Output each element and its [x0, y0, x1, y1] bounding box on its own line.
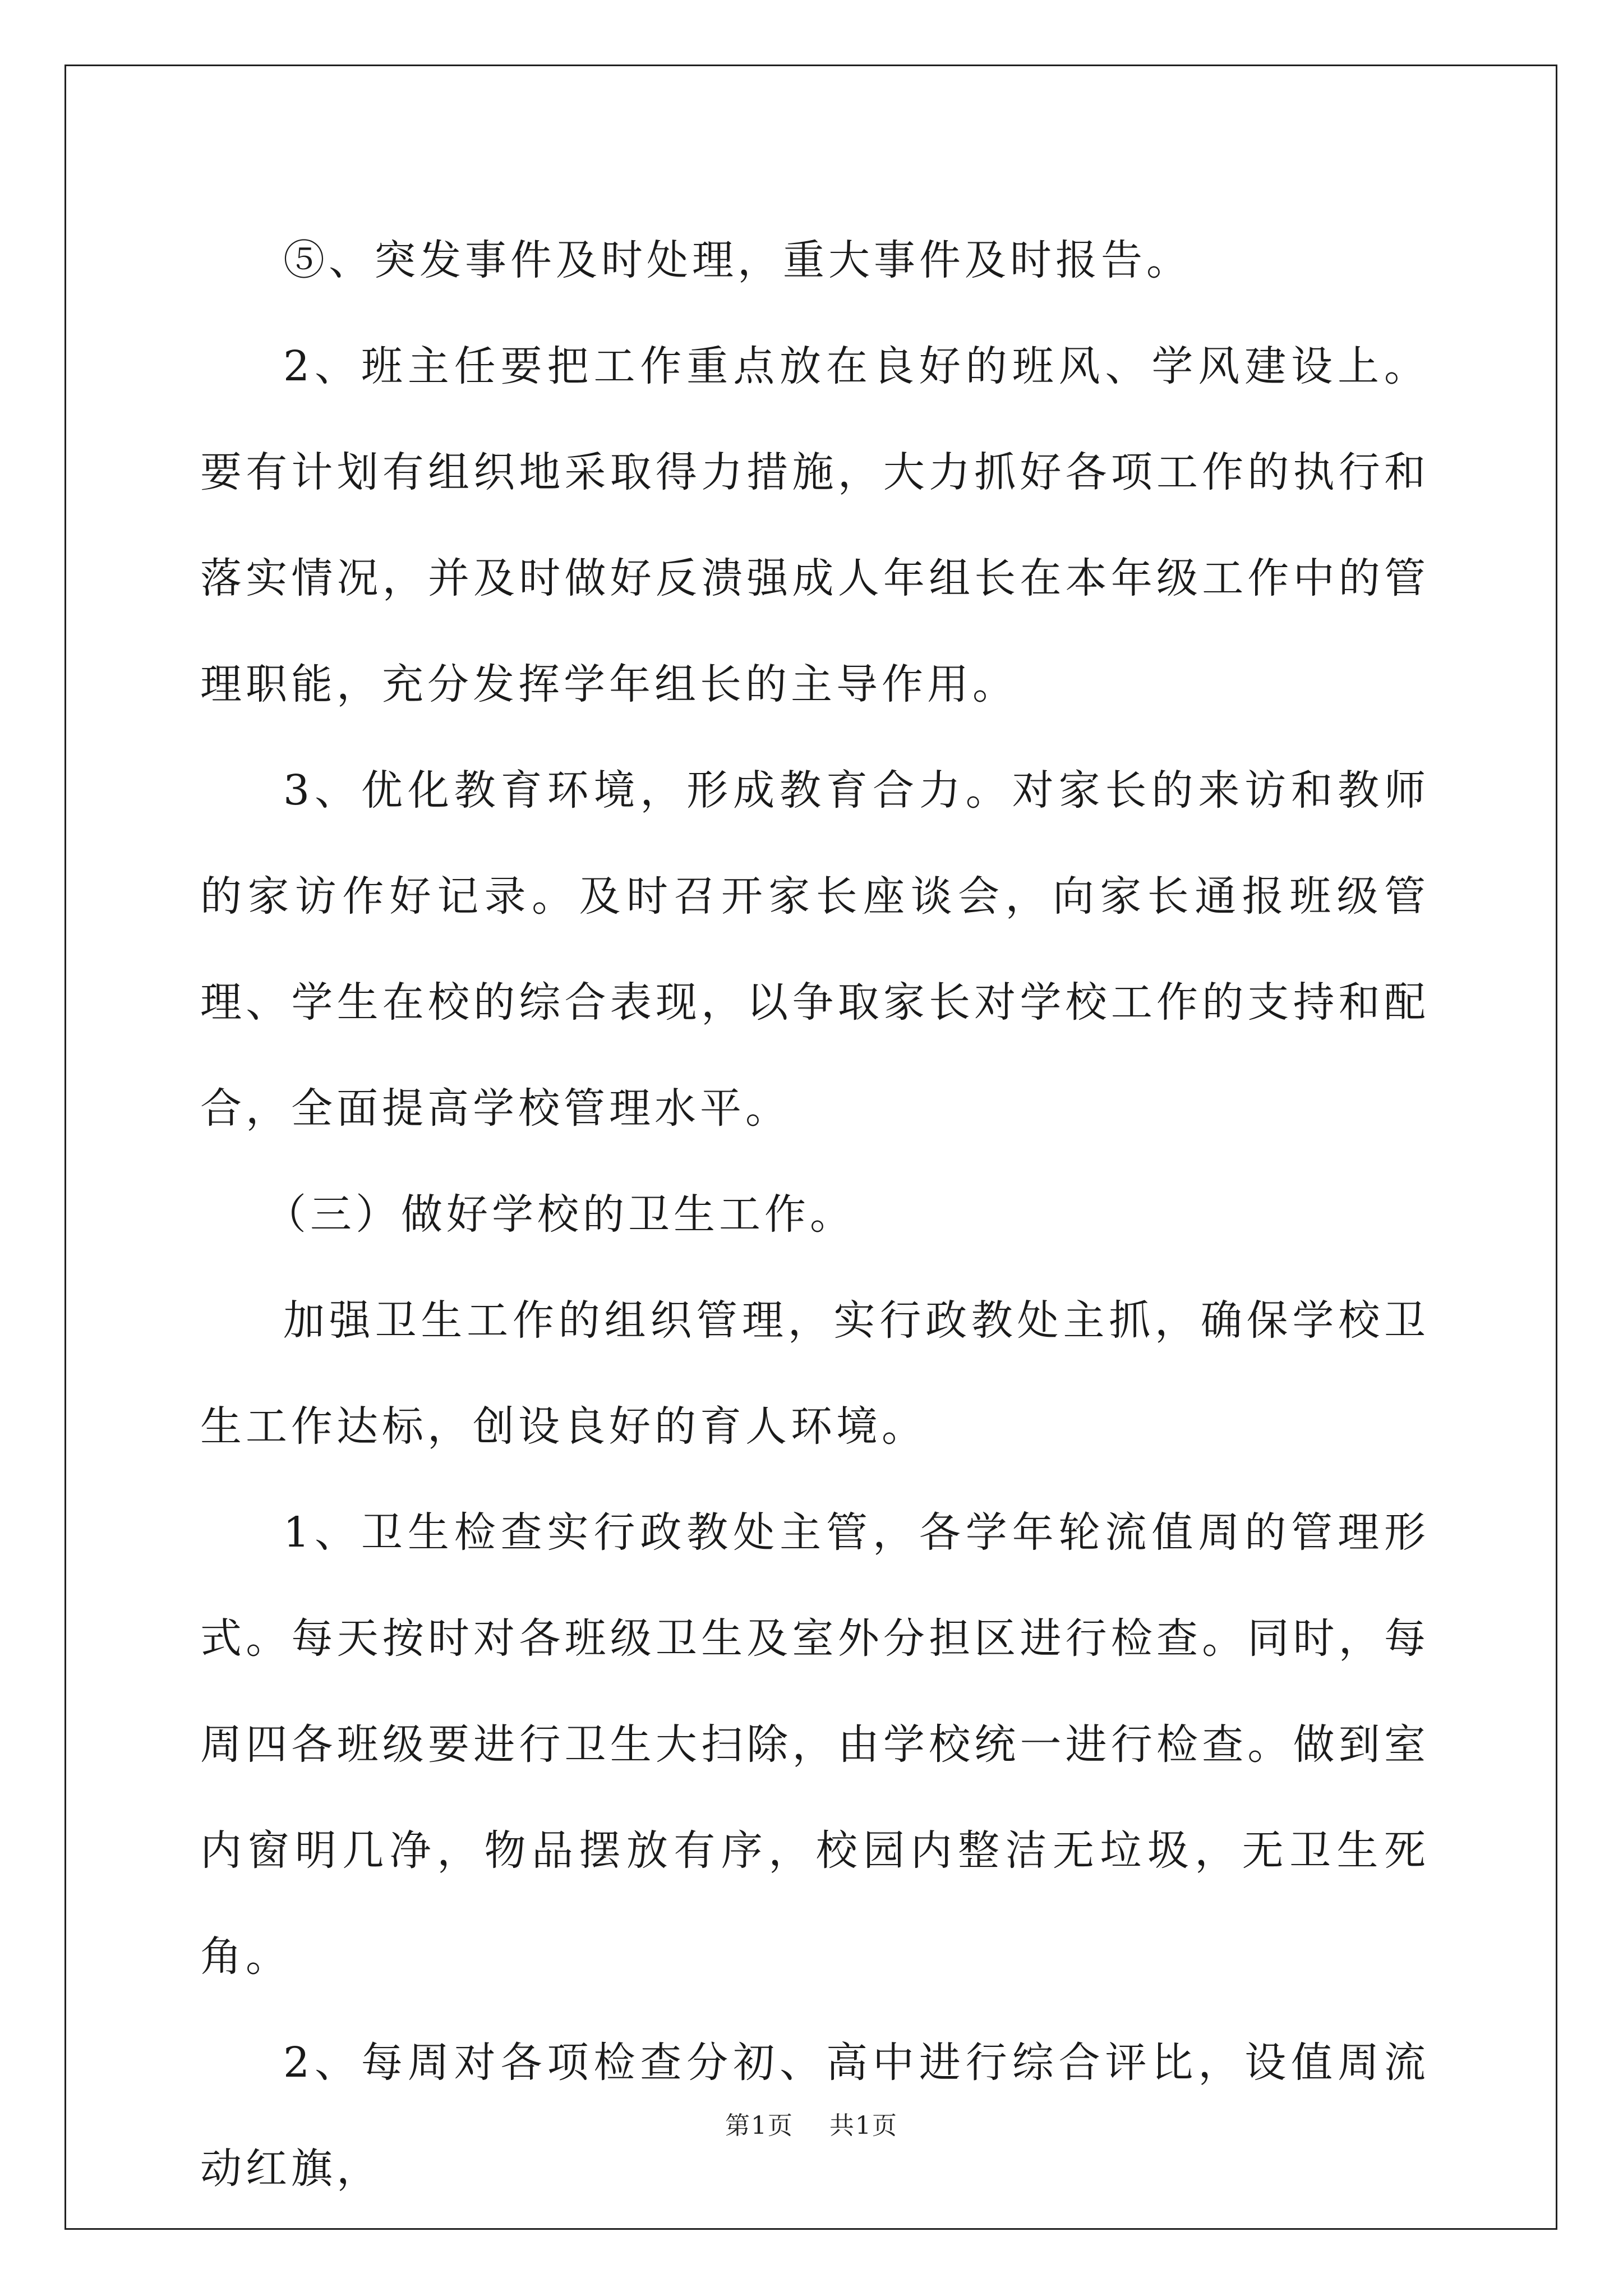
paragraph-education-environment: 3、优化教育环境，形成教育合力。对家长的来访和教师的家访作好记录。及时召开家长座谈会，向家长通报班级管理、学生在校的综合表现，以争取家长对学校工作的支持和配合，全面提高学校管理水平。: [200, 766, 1430, 1133]
paragraph-class-teacher-focus: 2、班主任要把工作重点放在良好的班风、学风建设上。要有计划有组织地采取得力措施，大力抓好各项工作的执行和落实情况，并及时做好反溃强成人年组长在本年级工作中的管理职能，充分发挥学年组长的主导作用。: [200, 342, 1430, 708]
section-heading-hygiene: （三）做好学校的卫生工作。: [265, 1190, 855, 1239]
paragraph-weekly-evaluation: 2、每周对各项检查分初、高中进行综合评比，设值周流动红旗，: [200, 2039, 1430, 2193]
page-total: 共1页: [829, 2111, 898, 2140]
paragraph-hygiene-management: 加强卫生工作的组织管理，实行政教处主抓，确保学校卫生工作达标，创设良好的育人环境。: [200, 1296, 1430, 1451]
page-footer: [0, 2105, 1623, 2141]
page-number: 第1页: [725, 2111, 794, 2140]
paragraph-hygiene-inspection: 1、卫生检查实行政教处主管，各学年轮流值周的管理形式。每天按时对各班级卫生及室外分担区进行检查。同时，每周四各班级要进行卫生大扫除，由学校统一进行检查。做到室内窗明几净，物品摆放有序，校园内整洁无垃圾，无卫生死角。: [200, 1508, 1430, 1981]
document-body: [200, 208, 1430, 2222]
paragraph-emergency-handling: ⑤、突发事件及时处理，重大事件及时报告。: [283, 236, 1192, 284]
